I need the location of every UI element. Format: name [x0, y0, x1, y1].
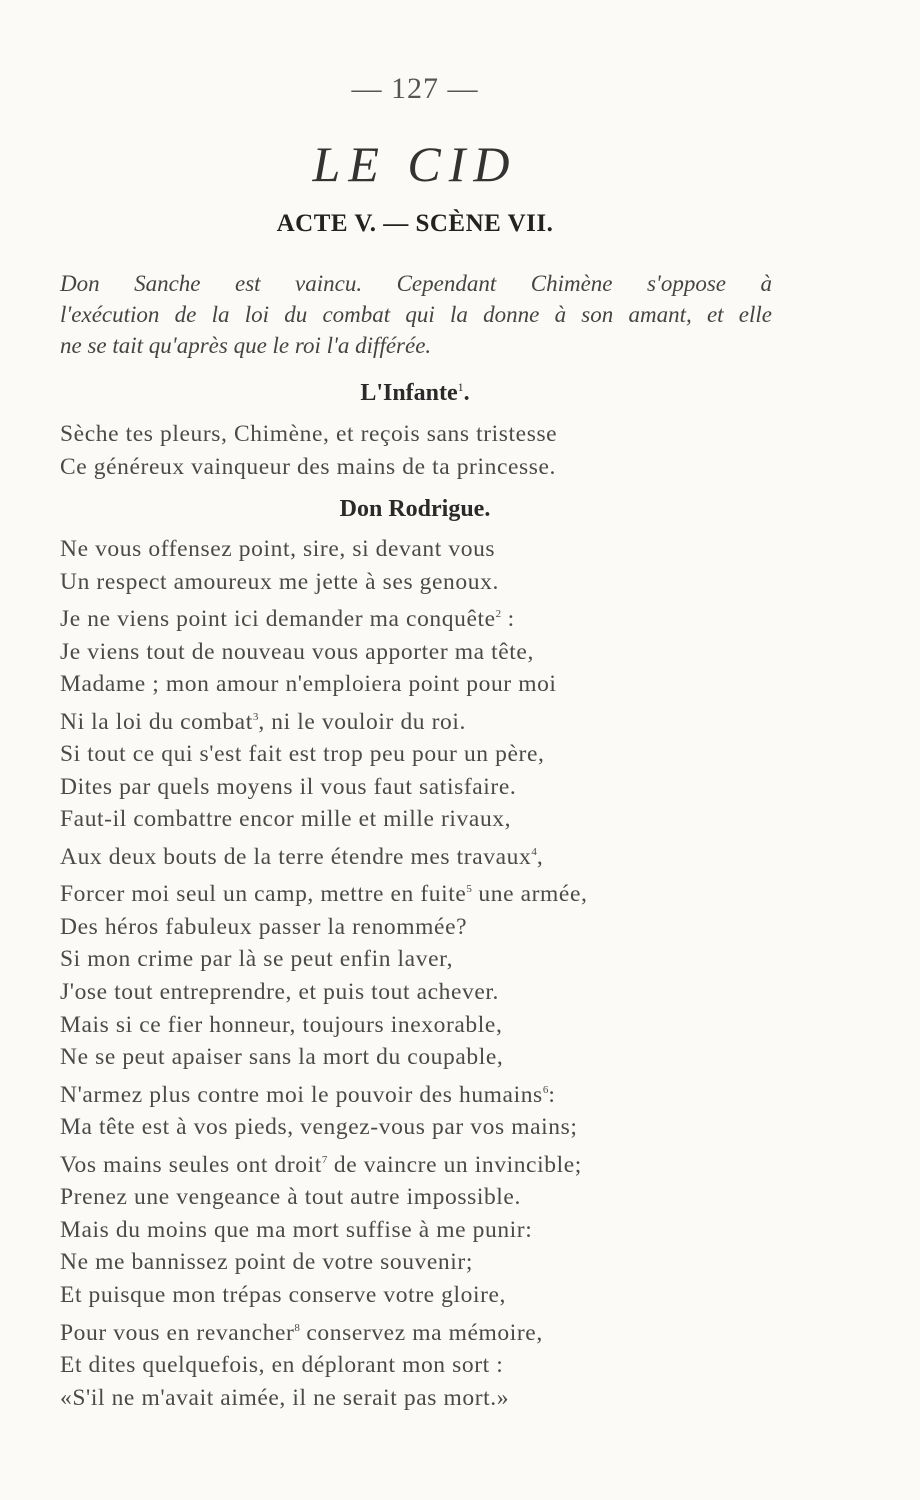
verse-line	[60, 533, 760, 566]
verse-text: Ma tête est à vos pieds, vengez-vous par vos mains;	[60, 1114, 578, 1141]
verse-line	[60, 566, 760, 599]
verse-text-continued: conservez ma mémoire,	[299, 1319, 543, 1346]
verse-text: Et puisque mon trépas conserve votre gloire,	[60, 1282, 507, 1309]
footnote-ref: 2	[495, 608, 502, 621]
verse-line	[60, 1041, 760, 1074]
verse-text: «S'il ne m'avait aimée, il ne serait pas mort.»	[60, 1384, 510, 1411]
footnote-ref: 7	[321, 1153, 328, 1166]
verse-line	[60, 1181, 760, 1214]
footnote-ref: 4	[531, 846, 537, 858]
verse-text: Vos mains seules ont droit	[60, 1151, 322, 1178]
verse-text: Ne vous offensez point, sire, si devant vous	[60, 536, 496, 562]
verse-text: Ne se peut apaiser sans la mort du coupable,	[60, 1044, 504, 1071]
verse-line	[60, 1279, 760, 1312]
verse-line	[60, 636, 760, 669]
footnote-ref: 3	[252, 710, 259, 723]
verse-text-continued: :	[548, 1081, 556, 1108]
verse-text: Si mon crime par là se peut enfin laver,	[60, 946, 454, 973]
verse-line	[60, 418, 760, 451]
verse-text: Et dites quelquefois, en déplorant mon sort :	[60, 1352, 504, 1379]
verse-line	[60, 1214, 760, 1247]
verse-line	[60, 1312, 760, 1349]
verse-line	[60, 976, 760, 1009]
verse-text: Mais si ce fier honneur, toujours inexorable,	[60, 1011, 503, 1038]
verse-line	[60, 1382, 760, 1415]
footnote-ref: 5	[466, 883, 472, 896]
stage-direction-line: ne se tait qu'après que le roi l'a différée.	[60, 333, 432, 358]
verse-text: Sèche tes pleurs, Chimène, et reçois sans tristesse	[60, 421, 558, 447]
speech-infante	[60, 418, 760, 483]
verse-line	[60, 701, 760, 738]
play-title: LE CID	[312, 136, 518, 192]
verse-text: Des héros fabuleux passer la renommée?	[60, 913, 468, 940]
verse-text: Si tout ce qui s'est fait est trop peu pour un père,	[60, 741, 545, 768]
verse-text: Forcer moi seul un camp, mettre en fuite	[60, 881, 467, 908]
stage-direction-line: l'exécution de la loi du combat qui la donne à son amant, et elle	[60, 302, 772, 327]
verse-text-continued: :	[501, 606, 515, 633]
verse-line	[60, 943, 760, 976]
verse-text: Faut-il combattre encor mille et mille rivaux,	[60, 806, 512, 833]
verse-text-continued: de vaincre un invincible;	[327, 1151, 582, 1178]
speaker-rodrigue: Don Rodrigue.	[339, 496, 491, 522]
verse-text: Madame ; mon amour n'emploiera point pour moi	[60, 671, 557, 698]
verse-line	[60, 873, 760, 910]
verse-line	[60, 451, 760, 484]
verse-line	[60, 738, 760, 771]
footnote-ref: 6	[542, 1083, 549, 1096]
act-scene-heading: ACTE V. — SCÈNE VII.	[276, 210, 554, 237]
verse-text: N'armez plus contre moi le pouvoir des humains	[60, 1081, 543, 1108]
verse-text: Mais du moins que ma mort suffise à me punir:	[60, 1216, 533, 1243]
verse-line	[60, 771, 760, 804]
verse-line	[60, 598, 760, 635]
verse-line	[60, 836, 760, 873]
stage-direction	[60, 268, 772, 361]
verse-text: Ni la loi du combat	[60, 708, 253, 735]
verse-text-continued: , ni le vouloir du roi.	[258, 708, 466, 735]
page-number: — 127 —	[351, 72, 479, 105]
verse-text: Je ne viens point ici demander ma conquête	[60, 606, 496, 633]
verse-text: Ce généreux vainqueur des mains de ta princesse.	[60, 453, 557, 480]
verse-line	[60, 1246, 760, 1279]
speech-rodrigue	[60, 533, 760, 1414]
verse-line	[60, 1009, 760, 1042]
verse-text: Je viens tout de nouveau vous apporter ma tête,	[60, 638, 534, 665]
stage-direction-line: Don Sanche est vaincu. Cependant Chimène s'oppose à	[60, 271, 772, 296]
verse-text: Pour vous en revancher	[60, 1319, 295, 1346]
verse-text: Un respect amoureux me jette à ses genoux.	[60, 568, 499, 595]
speaker-infante	[0, 380, 830, 407]
speaker-punctuation: .	[463, 380, 470, 406]
verse-line	[60, 668, 760, 701]
verse-line	[60, 803, 760, 836]
verse-text: Aux deux bouts de la terre étendre mes travaux	[60, 843, 532, 870]
verse-text: Prenez une vengeance à tout autre impossible.	[60, 1184, 521, 1211]
verse-line	[60, 1349, 760, 1382]
verse-line	[60, 911, 760, 944]
speaker-name: L'Infante	[360, 380, 458, 406]
verse-text-continued: une armée,	[471, 881, 588, 908]
verse-text: Dites par quels moyens il vous faut satisfaire.	[60, 773, 517, 800]
footnote-ref: 1	[457, 380, 464, 394]
verse-line	[60, 1144, 760, 1181]
verse-text: Ne me bannissez point de votre souvenir;	[60, 1249, 473, 1276]
verse-text-continued: ,	[536, 843, 544, 870]
verse-line	[60, 1111, 760, 1144]
verse-text: J'ose tout entreprendre, et puis tout achever.	[60, 979, 500, 1006]
footnote-ref: 8	[294, 1321, 300, 1334]
verse-line	[60, 1074, 760, 1111]
